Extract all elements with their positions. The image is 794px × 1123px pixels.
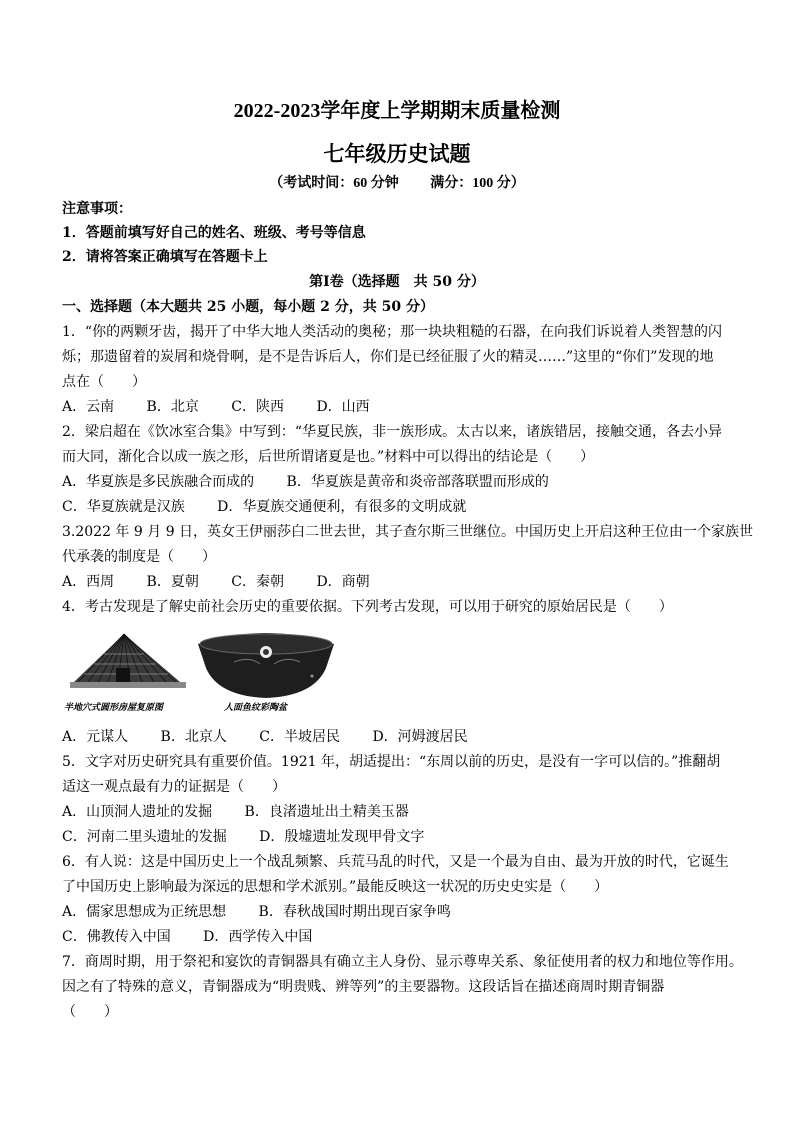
answer-options: A．云南 B．北京 C．陕西 D．山西: [62, 399, 370, 415]
question-text: 因之有了特殊的意义，青铜器成为“明贵贱、辨等列”的主要器物。这段话旨在描述商周时期青铜器: [62, 979, 665, 995]
section-heading: 一、选择题（本大题共 25 小题，每小题 2 分，共 50 分）: [62, 299, 434, 315]
exam-info: （考试时间：60 分钟 满分：100 分）: [269, 176, 525, 191]
question-text: 代承袭的制度是（ ）: [62, 549, 216, 565]
answer-options: C．佛教传入中国 D．西学传入中国: [62, 929, 313, 945]
question-text: 点在（ ）: [62, 374, 146, 390]
answer-options: A．华夏族是多民族融合而成的 B．华夏族是黄帝和炎帝部落联盟而形成的: [62, 474, 549, 490]
figure-caption-right: 人面鱼纹彩陶盆: [224, 703, 288, 713]
exam-title: 2022-2023学年度上学期期末质量检测: [233, 100, 561, 122]
question-text: 了中国历史上影响最为深远的思想和学术派别。”最能反映这一状况的历史史实是（ ）: [62, 879, 609, 895]
question-text: 2．梁启超在《饮冰室合集》中写到：“华夏民族，非一族形成。太古以来，诸族错居，接触交通，各去小异: [62, 424, 723, 440]
answer-options: C．华夏族就是汉族 D．华夏族交通便利，有很多的文明成就: [62, 499, 467, 515]
question-text: 烁；那遗留着的炭屑和烧骨啊，是不是告诉后人，你们是已经征服了火的精灵……”这里的“你们”发现的地: [62, 349, 714, 365]
answer-options: A．元谋人 B．北京人 C．半坡居民 D．河姆渡居民: [62, 729, 468, 745]
question-text: 1．“你的两颗牙齿，揭开了中华大地人类活动的奥秘；那一块块粗糙的石器，在向我们诉说着人类智慧的闪: [62, 324, 723, 340]
pottery-basin-figure: [194, 628, 338, 702]
question-text: 适这一观点最有力的证据是（ ）: [62, 779, 286, 795]
answer-options: C．河南二里头遗址的发掘 D．殷墟遗址发现甲骨文字: [62, 829, 425, 845]
question-text: （ ）: [62, 1004, 118, 1020]
answer-options: A．西周 B．夏朝 C．秦朝 D．商朝: [62, 574, 370, 590]
notes-heading: 注意事项：: [62, 201, 132, 217]
answer-options: A．山顶洞人遗址的发掘 B．良渚遗址出土精美玉器: [62, 804, 409, 820]
question-text: 5．文字对历史研究具有重要价值。1921 年，胡适提出：“东周以前的历史，是没有一字可以信的。”推翻胡: [62, 754, 721, 770]
question-text: 7．商周时期，用于祭祀和宴饮的青铜器具有确立主人身份、显示尊卑关系、象征使用者的权力和地位等作用。: [62, 954, 743, 970]
figure-caption-left: 半地穴式圆形房屋复原图: [64, 703, 164, 713]
question-text: 3.2022 年 9 月 9 日，英女王伊丽莎白二世去世，其子查尔斯三世继位。中国历史上开启这种王位由一个家族世: [62, 524, 754, 540]
answer-options: A．儒家思想成为正统思想 B．春秋战国时期出现百家争鸣: [62, 904, 451, 920]
exam-subtitle: 七年级历史试题: [323, 142, 471, 166]
hut-reconstruction-figure: [64, 630, 192, 700]
part-title: 第Ⅰ卷（选择题 共 50 分）: [309, 274, 485, 290]
question-text: 而大同，渐化合以成一族之形，后世所谓诸夏是也。”材料中可以得出的结论是（ ）: [62, 449, 595, 465]
note-item: 2．请将答案正确填写在答题卡上: [62, 249, 268, 265]
question-text: 4．考古发现是了解史前社会历史的重要依据。下列考古发现，可以用于研究的原始居民是（ ）: [62, 599, 673, 615]
note-item: 1．答题前填写好自己的姓名、班级、考号等信息: [62, 225, 366, 241]
question-text: 6．有人说：这是中国历史上一个战乱频繁、兵荒马乱的时代，又是一个最为自由、最为开放的时代，它诞生: [62, 854, 729, 870]
